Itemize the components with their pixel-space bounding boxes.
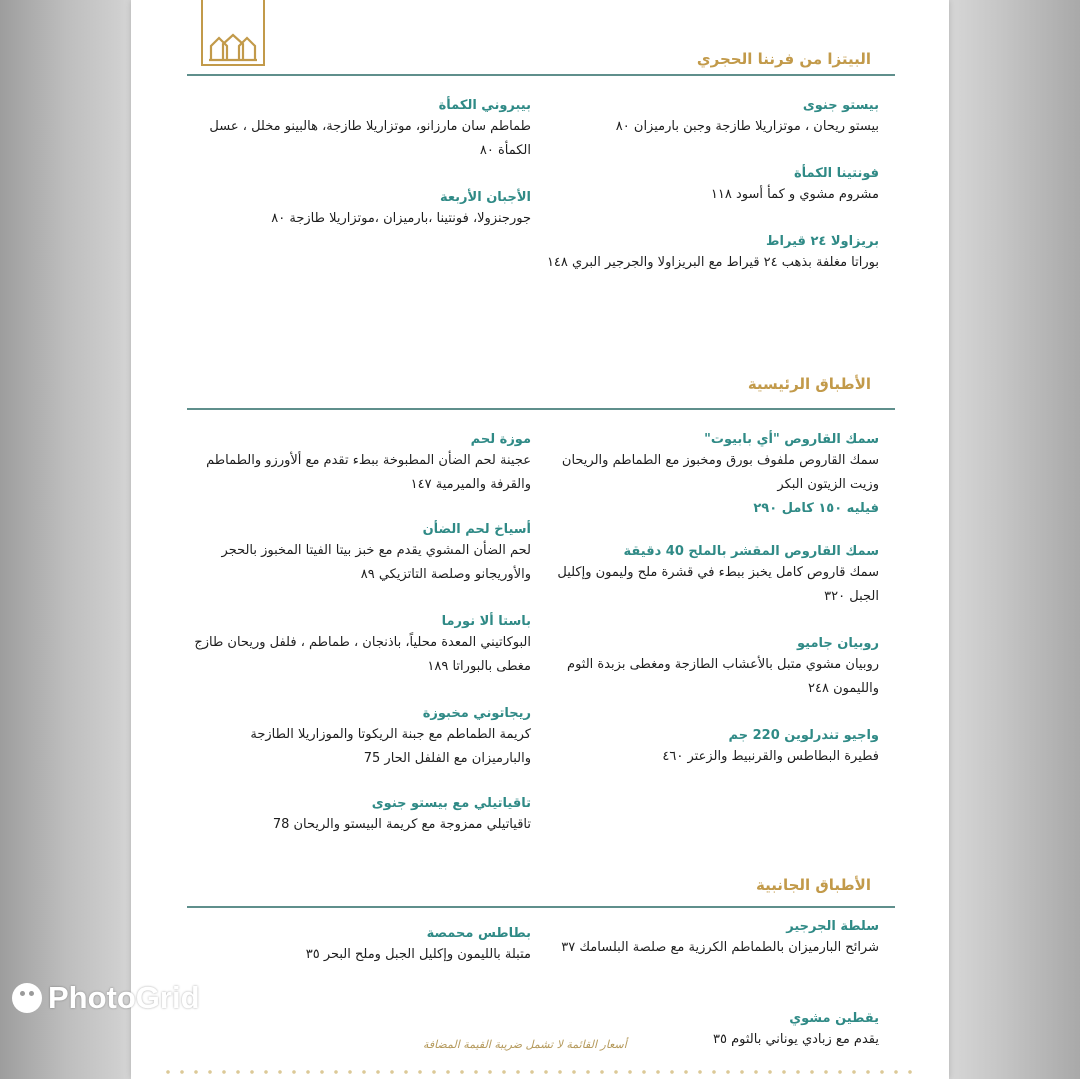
watermark-text: PhotoGrid	[48, 980, 200, 1015]
item-description: بوراتا مغلفة بذهب ٢٤ قيراط مع البريزاولا والجرجير البري ١٤٨	[546, 255, 879, 270]
menu-item	[191, 430, 531, 497]
item-name: ريجاتوني مخبوزة	[422, 706, 531, 721]
item-name: باستا ألا نورما	[441, 614, 531, 629]
item-name: واجيو تندرلوين 220 جم	[728, 728, 879, 743]
menu-item	[539, 542, 879, 609]
menu-item	[539, 232, 879, 275]
item-name: بريزاولا ٢٤ قيراط	[766, 234, 879, 249]
section-title-pizza: البيتزا من فرننا الحجري	[696, 50, 871, 68]
item-name: سمك القاروص "أي بابيوت"	[704, 432, 879, 447]
item-description: لحم الضأن المشوي يقدم مع خبز بيتا الفيتا المخبوز بالحجر والأوريجانو وصلصة التاتزيكي ٨٩	[221, 543, 531, 582]
section-divider	[187, 408, 895, 410]
item-name: يقطين مشوي	[789, 1011, 879, 1026]
item-name: بيستو جنوى	[802, 98, 879, 113]
section-title-sides: الأطباق الجانبية	[755, 876, 871, 894]
menu-item	[191, 188, 531, 231]
item-description: شرائح البارميزان بالطماطم الكرزية مع صلصة البلسامك ٣٧	[561, 940, 879, 955]
item-description: مشروم مشوي و كمأ أسود ١١٨	[710, 187, 879, 202]
item-description: يقدم مع زبادي يوناني بالثوم ٣٥	[713, 1032, 879, 1047]
section-title-mains: الأطباق الرئيسية	[747, 375, 871, 393]
item-price: فيليه ١٥٠ كامل ٢٩٠	[753, 501, 879, 516]
vat-footnote: أسعار القائمة لا تشمل ضريبة القيمة المضافة	[423, 1038, 627, 1051]
item-description: عجينة لحم الضأن المطبوخة ببطء تقدم مع ألأورزو والطماطم والقرفة والميرمية ١٤٧	[206, 453, 531, 492]
menu-item	[191, 704, 531, 771]
section-divider	[187, 906, 895, 908]
item-name: بطاطس محمصة	[426, 926, 531, 941]
item-name: تاقياتيلي مع بيستو جنوى	[371, 796, 531, 811]
item-name: الأجبان الأربعة	[439, 190, 531, 205]
menu-item	[539, 96, 879, 139]
menu-page	[131, 0, 949, 1079]
menu-item	[191, 612, 531, 679]
menu-item	[539, 164, 879, 207]
menu-item	[539, 634, 879, 701]
item-description: سمك القاروص ملفوف بورق ومخبوز مع الطماطم والريحان وزيت الزيتون البكر	[561, 453, 879, 492]
menu-item	[191, 794, 531, 837]
item-name: فونتينا الكمأة	[793, 166, 879, 181]
item-description: جورجنزولا، فونتينا ،بارميزان ،موتزاريلا طازجة ٨٠	[271, 211, 531, 226]
smiley-icon	[12, 983, 42, 1013]
house-icon	[209, 32, 257, 62]
menu-item	[191, 96, 531, 163]
item-description: بيستو ريحان ، موتزاريلا طازجة وجبن بارميزان ٨٠	[615, 119, 879, 134]
section-divider	[187, 74, 895, 76]
item-description: سمك قاروص كامل يخبز ببطء في قشرة ملح وليمون وإكليل الجبل ٣٢٠	[557, 565, 879, 604]
item-name: روبيان جاميو	[796, 636, 879, 651]
menu-item	[191, 520, 531, 587]
item-description: فطيرة البطاطس والقرنبيط والزعتر ٤٦٠	[662, 749, 879, 764]
item-description: كريمة الطماطم مع جبنة الريكوتا والموزاريلا الطازجة والبارميزان مع الفلفل الحار 75	[250, 727, 531, 766]
item-name: أسياخ لحم الضأن	[422, 522, 531, 537]
menu-item	[539, 726, 879, 769]
item-description: البوكاتيني المعدة محلياً، باذنجان ، طماطم ، فلفل وريحان طازج مغطى بالبوراتا ١٨٩	[194, 635, 531, 674]
menu-item	[191, 924, 531, 967]
photogrid-watermark	[12, 980, 200, 1016]
restaurant-logo	[201, 0, 267, 68]
item-name: بيبروني الكمأة	[438, 98, 531, 113]
decorative-border	[161, 1067, 919, 1077]
menu-item	[539, 917, 879, 960]
item-description: تاقياتيلي ممزوجة مع كريمة البيستو والريحان 78	[272, 817, 531, 832]
item-description: روبيان مشوي متبل بالأعشاب الطازجة ومغطى بزبدة الثوم والليمون ٢٤٨	[567, 657, 879, 696]
item-description: طماطم سان مارزانو، موتزاريلا طازجة، هالبينو مخلل ، عسل الكمأة ٨٠	[209, 119, 531, 158]
item-description: متبلة بالليمون وإكليل الجبل وملح البحر ٣٥	[305, 947, 531, 962]
menu-item	[539, 430, 879, 521]
item-name: موزة لحم	[470, 432, 531, 447]
item-name: سمك القاروص المقشر بالملح 40 دقيقة	[623, 544, 879, 559]
item-name: سلطة الجرجير	[786, 919, 879, 934]
